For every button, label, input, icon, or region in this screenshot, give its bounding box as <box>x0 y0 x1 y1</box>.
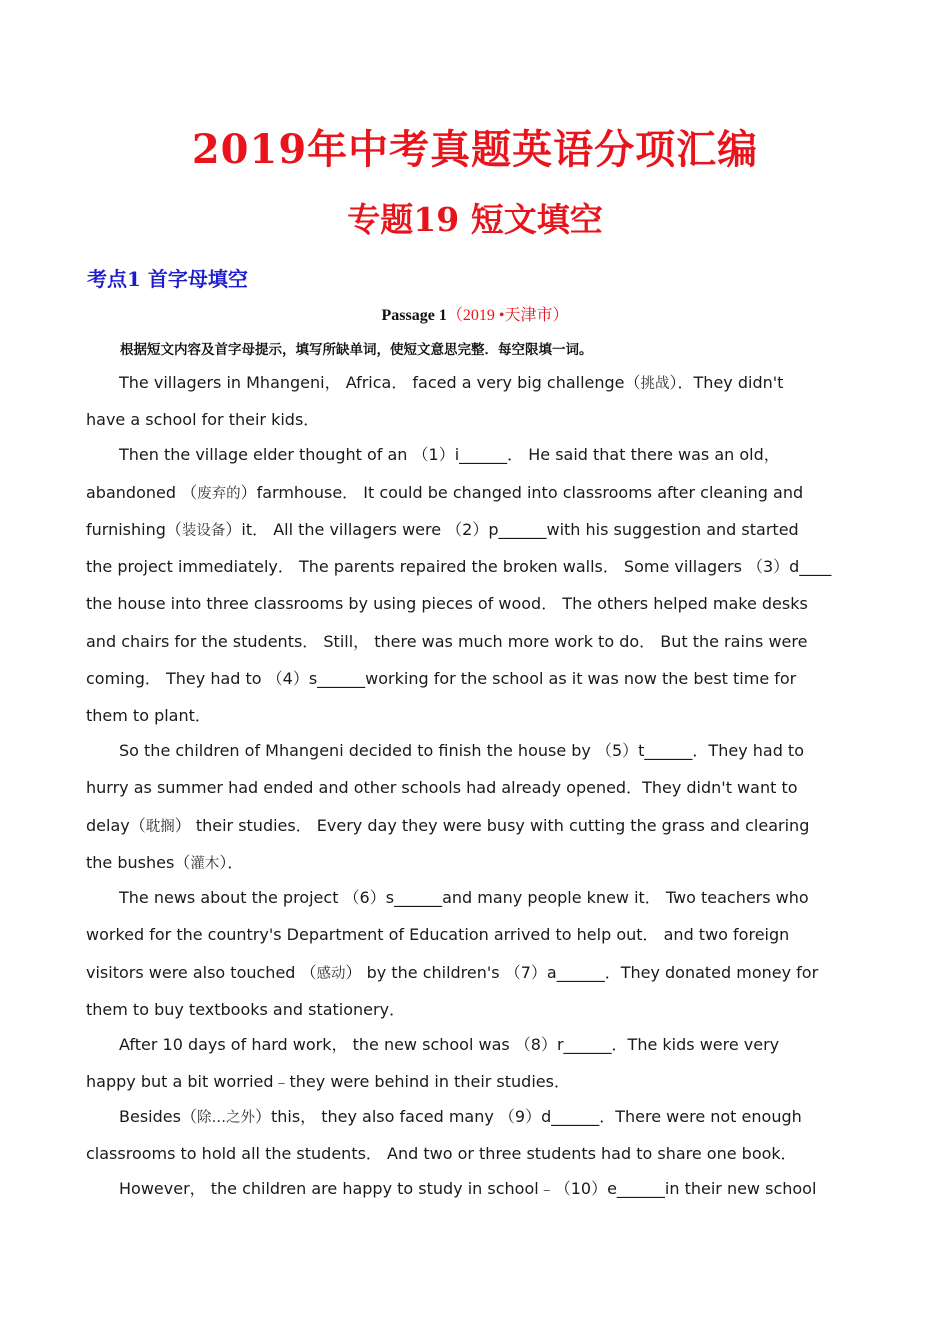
paragraph-line: The news about the project （6）s______and many people knew it． Two teachers who <box>119 887 809 907</box>
sub-title: 专题19 短文填空 <box>347 200 603 239</box>
paragraph-line: coming． They had to （4）s______working for the school as it was now the best time for <box>86 668 797 688</box>
section-heading: 考点1 首字母填空 <box>87 267 248 291</box>
passage-body <box>86 364 876 1205</box>
paragraph-line: Besides（除…之外）this， they also faced many （9）d______．There were not enough <box>119 1106 802 1126</box>
paragraph <box>86 1170 876 1207</box>
main-title: 2019年中考真题英语分项汇编 <box>191 126 759 173</box>
paragraph-line: worked for the country's Department of Education arrived to help out． and two foreign <box>86 925 790 945</box>
paragraph-line: them to plant． <box>86 706 211 726</box>
paragraph-line: The villagers in Mhangeni， Africa． faced a very big challenge（挑战）．They didn't <box>119 373 784 392</box>
paragraph <box>86 364 876 439</box>
paragraph-line: So the children of Mhangeni decided to finish the house by （5）t______．They had to <box>119 741 804 761</box>
paragraph-line: the project immediately． The parents repaired the broken walls． Some villagers （3）d____ <box>86 557 832 577</box>
paragraph-line: have a school for their kids． <box>86 410 320 430</box>
paragraph-line: furnishing（装设备）it． All the villagers were （2）p______with his suggestion and started <box>86 519 799 539</box>
passage-source: （2019 •天津市） <box>446 307 569 324</box>
paragraph <box>86 1098 876 1173</box>
paragraph-line: delay（耽搁） their studies． Every day they were busy with cutting the grass and clearing <box>86 815 810 835</box>
paragraph <box>86 879 876 1028</box>
paragraph-line: and chairs for the students． Still， there was much more work to do． But the rains were <box>86 631 808 651</box>
paragraph-line: the bushes（灌木）． <box>86 853 244 873</box>
paragraph-line: them to buy textbooks and stationery． <box>86 999 406 1019</box>
paragraph-line: Then the village elder thought of an （1）i______． He said that there was an old， <box>119 445 780 465</box>
paragraph <box>86 732 876 881</box>
paragraph-line: classrooms to hold all the students． And two or three students had to share one book． <box>86 1144 797 1164</box>
paragraph-line: However， the children are happy to study in school﹣（10）e______in their new school <box>119 1179 817 1199</box>
instruction-text: 根据短文内容及首字母提示，填写所缺单词，使短文意思完整．每空限填一词。 <box>120 342 593 358</box>
passage-heading <box>0 304 950 328</box>
paragraph-line: After 10 days of hard work， the new school was （8）r______．The kids were very <box>119 1034 780 1054</box>
paragraph-line: abandoned （废弃的）farmhouse． It could be changed into classrooms after cleaning and <box>86 482 804 502</box>
passage-name: Passage 1 <box>381 307 447 324</box>
paragraph <box>86 436 876 734</box>
paragraph-line: happy but a bit worried﹣they were behind in their studies． <box>86 1072 570 1092</box>
paragraph-line: the house into three classrooms by using pieces of wood． The others helped make desks <box>86 594 808 614</box>
paragraph-line: visitors were also touched （感动） by the children's （7）a______．They donated money for <box>86 962 819 982</box>
paragraph-line: hurry as summer had ended and other schools had already opened．They didn't want to <box>86 778 798 798</box>
paragraph <box>86 1026 876 1101</box>
